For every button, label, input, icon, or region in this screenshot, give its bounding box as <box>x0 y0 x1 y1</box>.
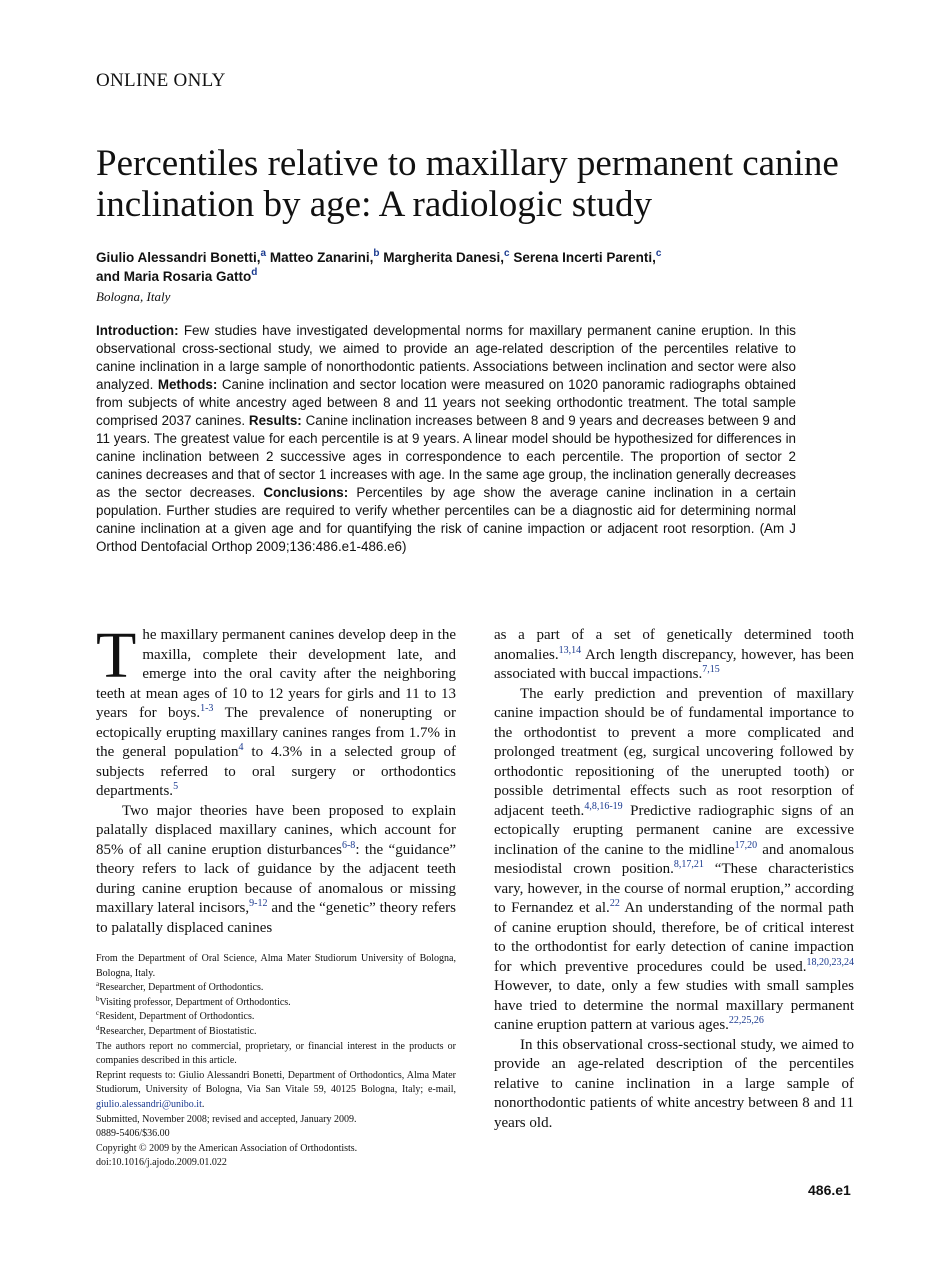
footnote-text: Researcher, Department of Biostatistic. <box>99 1025 257 1037</box>
section-label: ONLINE ONLY <box>96 70 226 91</box>
citation-link[interactable]: 8,17,21 <box>673 859 704 870</box>
footnote: doi:10.1016/j.ajodo.2009.01.022 <box>96 1157 227 1169</box>
author-name: Matteo Zanarini, <box>266 250 374 265</box>
citation-link[interactable]: 7,15 <box>702 664 720 675</box>
footnote <box>96 981 456 996</box>
citation-link[interactable]: 4 <box>238 742 244 753</box>
abstract-results-label: Results: <box>248 413 302 428</box>
footnote <box>96 1069 456 1113</box>
citation-link[interactable]: 18,20,23,24 <box>806 956 854 968</box>
footnote-marker: a <box>96 980 100 989</box>
abstract-intro-text: Few studies have investigated developmental norms for maxillary permanent canine eruption. In this observational cross-sectional study, we aimed to provide an age-related description of the percentiles relative to canine inclination in a large sample of nonorthodontic patients. Associations between inclination and sector were also analyzed. <box>96 323 796 392</box>
abstract-conclusions-label: Conclusions: <box>263 485 349 500</box>
author-name: Serena Incerti Parenti, <box>509 250 656 265</box>
article-title: Percentiles relative to maxillary permanent canine inclination by age: A radiologic study <box>96 143 839 225</box>
abstract-results-text: Canine inclination increases between 8 and 9 years and decreases between 9 and 11 years. The greatest value for each percentile is at 9 years. A linear model should be hypothesized for differences in canine inclination between 2 successive ages in correspondence to each percentile. The proportion of sector 2 canines decreases and that of sector 1 increases with age. In the same age group, the inclination generally decreases as the sector decreases. <box>96 413 796 500</box>
affiliation-marker: a <box>260 248 267 259</box>
paragraph-text: as a part of a set of genetically determined tooth anomalies. <box>494 627 854 663</box>
paragraph: In this observational cross-sectional study, we aimed to provide an age-related description of the percentiles relative to canine inclination in a large sample of nonorthodontic patients of white ancestry between 8 and 11 years old. <box>494 1036 854 1131</box>
abstract-methods-label: Methods: <box>157 377 218 392</box>
paragraph-text: “These characteristics vary, however, in the course of normal eruption,” according to Fernandez et al. <box>494 861 854 916</box>
footnote-text: . <box>201 1098 205 1110</box>
footnote-marker: d <box>96 1023 100 1032</box>
affiliation-location: Bologna, Italy <box>96 289 171 304</box>
citation-link[interactable]: 22 <box>609 898 620 909</box>
footnote: 0889-5406/$36.00 <box>96 1128 170 1140</box>
citation-link[interactable]: 13,14 <box>558 644 582 656</box>
citation-link[interactable]: 22,25,26 <box>728 1015 764 1026</box>
footnote: The authors report no commercial, proprietary, or financial interest in the products or companies described in this article. <box>96 1040 456 1067</box>
paragraph-text: to 4.3% in a selected group of subjects referred to oral surgery or orthodontics departments. <box>96 744 457 799</box>
abstract <box>96 322 796 556</box>
affiliation-marker: d <box>251 267 258 278</box>
paragraph-text: Two major theories have been proposed to explain palatally displaced maxillary canines, which account for 85% of all canine eruption disturbances <box>96 802 456 858</box>
affiliation-marker: b <box>373 248 380 259</box>
footnote-text: Visiting professor, Department of Orthodontics. <box>99 996 291 1008</box>
author-name: Giulio Alessandri Bonetti, <box>96 250 261 265</box>
citation-link[interactable]: 1-3 <box>200 703 214 714</box>
footnote-text: Resident, Department of Orthodontics. <box>99 1011 255 1023</box>
footnote-marker: c <box>96 1009 100 1018</box>
paragraph-text: : the “guidance” theory refers to lack of guidance by the adjacent teeth during canine eruption because of anomalous or missing maxillary lateral incisors, <box>96 841 457 916</box>
footnote: Copyright © 2009 by the American Association of Orthodontists. <box>96 1142 358 1154</box>
footnote: From the Department of Oral Science, Alma Mater Studiorum University of Bologna, Bologna, Italy. <box>96 953 456 979</box>
footnote-text: Reprint requests to: Giulio Alessandri Bonetti, Department of Orthodontics, Alma Mater Studiorum, University of Bologna, Via San Vitale 59, 40125 Bologna, Italy; e-mail, <box>96 1069 456 1096</box>
citation-link[interactable]: 17,20 <box>734 839 758 851</box>
footnote <box>96 1010 456 1025</box>
abstract-intro-label: Introduction: <box>96 323 179 338</box>
footnote: Submitted, November 2008; revised and accepted, January 2009. <box>96 1113 357 1125</box>
citation-link[interactable]: 4,8,16-19 <box>584 800 623 812</box>
footnote-text: Researcher, Department of Orthodontics. <box>99 982 264 994</box>
paragraph <box>96 619 457 802</box>
email-link[interactable]: giulio.alessandri@unibo.it <box>96 1098 202 1110</box>
paragraph-text: he maxillary permanent canines develop deep in the maxilla, complete their development late, and emerge into the oral cavity after the neighboring teeth at mean ages of 10 to 12 years for girls and 11 to 13 years for boys. <box>96 627 456 721</box>
affiliation-marker: c <box>504 248 510 259</box>
paragraph <box>494 685 854 1036</box>
author-list <box>96 248 856 286</box>
page-number: 486.e1 <box>808 1182 851 1198</box>
paragraph <box>494 626 854 685</box>
footnotes <box>96 952 456 1171</box>
citation-link[interactable]: 6-8 <box>341 839 356 851</box>
footnote <box>96 996 456 1011</box>
citation-link[interactable]: 5 <box>173 781 179 792</box>
footnote-marker: b <box>96 994 100 1003</box>
paragraph-text: The prevalence of nonerupting or ectopically erupting maxillary canines ranges from 1.7% in the general population <box>96 705 456 760</box>
body-column-left <box>96 619 457 938</box>
author-name: Margherita Danesi, <box>379 250 505 265</box>
paragraph-text: Arch length discrepancy, however, has been associated with buccal impactions. <box>494 646 854 682</box>
author-name: and Maria Rosaria Gatto <box>96 269 252 284</box>
citation-link[interactable]: 9-12 <box>249 898 268 909</box>
paragraph-text: Predictive radiographic signs of an ectopically erupting permanent canine are excessive inclination of the canine to the midline <box>494 802 854 858</box>
affiliation-marker: c <box>655 248 662 259</box>
paragraph-text: The early prediction and prevention of maxillary canine impaction should be of fundamental importance to the orthodontist to prevent a more complicated and prolonged treatment (eg, surgical uncovering followed by orthodontic repositioning of the unerupted tooth) or possible detrimental effects such as root resorption of adjacent teeth. <box>494 685 854 819</box>
drop-cap: T <box>96 619 137 692</box>
paragraph-text: and anomalous mesiodistal crown position. <box>494 841 854 877</box>
body-column-right <box>494 626 854 1133</box>
paragraph-text: However, to date, only a few studies with small samples have tried to determine the normal maxillary permanent canine eruption pattern at various ages. <box>494 978 854 1033</box>
paragraph-text: An understanding of the normal path of canine eruption should, therefore, be of critical interest to the orthodontist for early detection of canine impaction for which preventive procedures could be used. <box>494 900 854 975</box>
paragraph-text: and the “genetic” theory refers to palatally displaced canines <box>96 900 456 936</box>
paragraph <box>96 802 456 939</box>
footnote <box>96 1025 456 1040</box>
abstract-conclusions-text: Percentiles by age show the average canine inclination in a certain population. Further studies are required to verify whether percentiles can be a diagnostic aid for determining normal canine inclination at a given age and for quantifying the risk of canine impaction or adjacent root resorption. (Am J Orthod Dentofacial Orthop 2009;136:486.e1-486.e6) <box>96 485 796 554</box>
abstract-methods-text: Canine inclination and sector location were measured on 1020 panoramic radiographs obtained from subjects of white ancestry aged between 8 and 11 years not seeking orthodontic treatment. The total sample comprised 2037 canines. <box>96 377 796 428</box>
